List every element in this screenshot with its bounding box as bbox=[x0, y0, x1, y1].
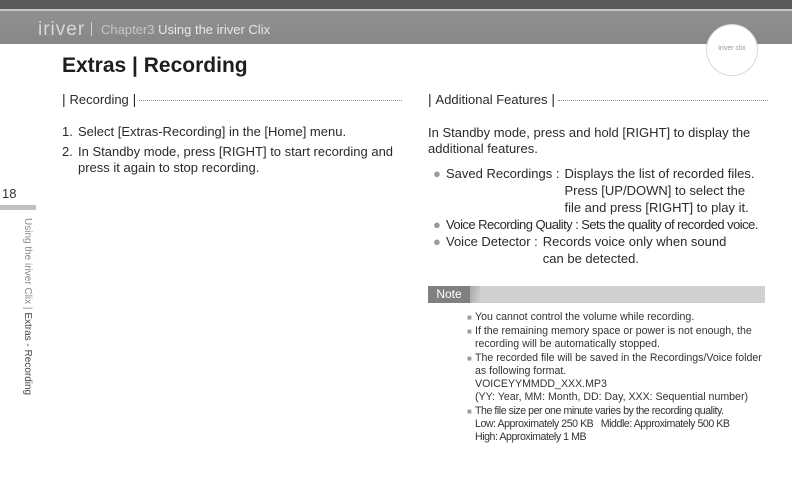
heading-rule bbox=[558, 100, 768, 101]
note-label: Note bbox=[428, 286, 470, 303]
feature-list bbox=[433, 165, 773, 267]
square-bullet-icon: ■ bbox=[467, 327, 472, 336]
header-separator bbox=[91, 22, 92, 36]
note-label-tail bbox=[470, 286, 480, 303]
note-item: ■ If the remaining memory space or power is not enough, the recording will be automatically stopped. bbox=[467, 325, 752, 350]
size-low-middle: Low: Approximately 250 KB Middle: Approximately 500 KB bbox=[475, 418, 730, 430]
page-title: Extras | Recording bbox=[62, 54, 248, 77]
heading-rule bbox=[139, 100, 402, 101]
format-legend: (YY: Year, MM: Month, DD: Day, XXX: Sequential number) bbox=[475, 391, 749, 403]
file-format: VOICEYYMMDD_XXX.MP3 bbox=[475, 378, 607, 390]
header-topline bbox=[0, 9, 792, 11]
additional-features-label: Additional Features bbox=[435, 91, 548, 107]
running-title-page: Extras - Recording bbox=[22, 312, 33, 396]
bullet-icon: ● bbox=[433, 234, 441, 249]
recording-section-heading: | Recording | bbox=[62, 91, 402, 107]
step-item: 2. In Standby mode, press [RIGHT] to start recording and press it again to stop recording. bbox=[62, 144, 394, 175]
product-logo-text: iriver clix bbox=[718, 45, 746, 52]
feature-item: ● Saved Recordings : Displays the list of recorded files. Press [UP/DOWN] to select the file and press [RIGHT] to play it. bbox=[433, 166, 755, 215]
running-title: Using the iriver Clix | Extras - Recording bbox=[22, 218, 33, 396]
square-bullet-icon: ■ bbox=[467, 313, 472, 322]
bullet-icon: ● bbox=[433, 217, 441, 232]
header-band bbox=[0, 0, 792, 44]
product-logo-badge bbox=[706, 24, 758, 76]
size-high: High: Approximately 1 MB bbox=[475, 431, 587, 443]
chapter-heading bbox=[101, 22, 270, 37]
recording-steps bbox=[62, 124, 402, 180]
chapter-title: Using the iriver Clix bbox=[158, 22, 271, 37]
brand-logo: iriver bbox=[38, 19, 86, 40]
chapter-number: Chapter3 bbox=[101, 22, 155, 37]
features-intro: In Standby mode, press and hold [RIGHT] to display the additional features. bbox=[428, 125, 751, 156]
feature-item: ● Voice Detector : Records voice only when sound can be detected. bbox=[433, 234, 727, 266]
square-bullet-icon: ■ bbox=[467, 354, 472, 363]
step-item: 1. Select [Extras-Recording] in the [Home] menu. bbox=[62, 124, 347, 139]
note-list bbox=[467, 311, 772, 445]
note-item: ■ The file size per one minute varies by the recording quality. Low: Approximately 250 KB Middle: Approximately 500 KB High: Approximately 1 MB bbox=[467, 405, 730, 443]
side-tab-bar bbox=[0, 205, 36, 210]
note-item: ■ The recorded file will be saved in the Recordings/Voice folder as following format. VOICEYYMMDD_XXX.MP3 (YY: Year, MM: Month, DD: Day, XXX: Sequential number) bbox=[467, 352, 762, 403]
additional-features-heading: | Additional Features | bbox=[428, 91, 768, 107]
page-number: 18 bbox=[2, 186, 17, 201]
square-bullet-icon: ■ bbox=[467, 407, 472, 416]
note-item: ■ You cannot control the volume while recording. bbox=[467, 311, 695, 323]
recording-heading-label: Recording bbox=[69, 91, 129, 107]
running-title-section: Using the iriver Clix bbox=[22, 218, 33, 305]
feature-item: ● Voice Recording Quality : Sets the quality of recorded voice. bbox=[433, 217, 758, 232]
bullet-icon: ● bbox=[433, 166, 441, 181]
